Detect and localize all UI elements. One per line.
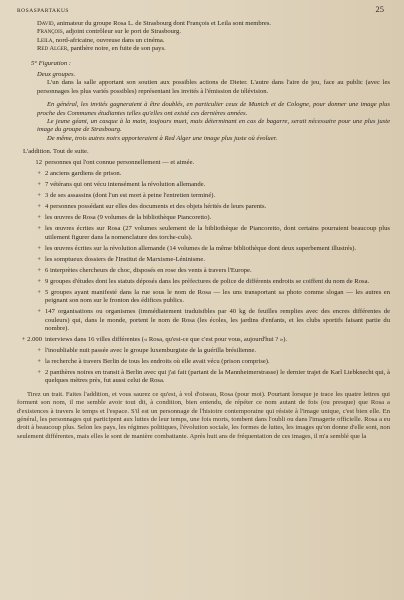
item-mark: + <box>37 225 41 233</box>
page-header <box>17 4 390 20</box>
figuration-title: 5° Figuration : <box>31 59 72 67</box>
running-head: ROSASPARTAKUS <box>17 8 69 14</box>
cast-desc: , adjoint contrôleur sur le port de Strasbourg. <box>62 28 181 36</box>
item-text: les œuvres écrites sur Rosa (27 volumes seulement de la bibliothèque de Piancoretto, dont certains pourraient beaucoup plus utilement figurer dans la nomenclature des torche-culs). <box>45 225 390 241</box>
item-text: 6 interprètes chercheurs de choc, disposés en rose des vents à travers l'Europe. <box>45 266 252 274</box>
list-item <box>17 278 390 286</box>
item-text: 3 de ses assassins (dont l'un est mort à peine l'entretien terminé). <box>45 192 216 200</box>
item-mark: + <box>37 203 41 211</box>
list-item <box>17 159 390 167</box>
list-item <box>17 170 390 178</box>
cast-entry <box>37 28 390 36</box>
list-item <box>17 347 390 355</box>
cast-entry <box>37 45 390 53</box>
figuration-paragraph: En général, les invités gagneraient à être doublés, en particulier ceux de Munich et de Cologne, pour donner une image plus proche des Communes étudiantes telles qu'elles ont existé ces dernières années. <box>37 101 390 117</box>
list-item <box>17 369 390 386</box>
item-text: 4 personnes possédant sur elles des documents et des objets hérités de leurs parents. <box>45 203 267 211</box>
item-mark: + <box>37 192 41 200</box>
item-mark: + <box>37 181 41 189</box>
item-mark: + <box>37 308 41 316</box>
item-mark: + <box>37 277 41 285</box>
list-item <box>17 336 390 344</box>
list-item <box>17 256 390 264</box>
item-text: 147 organisations ou organismes (immédiatement traduisibles par 40 kg de feuilles remplies avec des encres différentes de couleurs) qui, dans le monde, portent le nom de Rosa (les écoles, les jardins d'enfants, et les clubs sportifs faisant partie du nombre). <box>45 308 390 332</box>
list-item <box>17 245 390 253</box>
cast-entry <box>37 20 390 28</box>
item-mark: + <box>37 244 41 252</box>
item-mark: + <box>37 214 41 222</box>
cast-desc: , nord-africaine, ouvreuse dans un cinéma. <box>52 36 165 44</box>
cast-name: David <box>37 20 54 27</box>
closing-paragraph: Tirez un trait. Faites l'addition, et vous saurez ce qu'est, à vol d'oiseau, Rosa (pour moi). Pourtant lorsque je trace les quatre lettres qui forment son nom, il me semble avoir tout dit, à condition, bien entendu, de répéter ce nom autant de fois (ou presque) que Rosa a d'existences à travers le temps et l'espace. S'il est un personnage de l'histoire contemporaine qui résiste à l'image unique, c'est bien elle. En général, les personnages qui participent aux luttes de leur temps, une fois morts, tombent dans l'oubli ou dans l'imagerie officielle. Rosa a eu droit à beaucoup plus. Selon les pays, les régimes politiques, l'évolution sociale, les formes de luttes, les images qu'on donne d'elle sont, non seulement différentes, mais elles le sont de manière combattante. Après huit ans de fréquentation de ces images, il m'a semblé que la <box>17 390 390 440</box>
list-item <box>17 267 390 275</box>
item-text: 2 anciens gardiens de prison. <box>45 170 122 178</box>
addition-list <box>17 159 390 385</box>
item-mark: + <box>37 346 41 354</box>
figuration-subtitle: Deux groupes. <box>37 71 76 79</box>
item-text: personnes qui l'ont connue personnellement — et aimée. <box>45 159 195 167</box>
item-mark: 12 <box>35 159 42 167</box>
item-text: 9 groupes d'études dont les statuts déposés dans les préfectures de police de différents endroits se coiffent du nom de Rosa. <box>45 277 370 285</box>
item-mark: + <box>37 368 41 376</box>
cast-desc: , animateur du groupe Rosa L. de Strasbourg dont François et Leila sont membres. <box>53 20 272 27</box>
item-mark: + <box>37 255 41 263</box>
item-text: 7 vétérans qui ont vécu intensément la révolution allemande. <box>45 181 206 189</box>
page-number: 25 <box>375 4 384 14</box>
cast-name: François <box>37 28 63 36</box>
item-text: les œuvres de Rosa (9 volumes de la bibliothèque Piancoretto). <box>45 214 212 222</box>
list-item <box>17 192 390 200</box>
page-body <box>17 20 390 441</box>
item-mark: + <box>37 266 41 274</box>
figuration-paragraph: L'un dans la salle apportant son soutien aux possibles actions de Dieter. L'autre dans l'aire de jeu, face au public (avec les personnages les plus variés possibles) représentant les invités à l'émission de télévision. <box>37 79 390 95</box>
addition-intro: L'addition. Tout de suite. <box>23 148 89 156</box>
cast-name: Leila <box>37 36 53 44</box>
cast-name: Red Alger <box>37 45 68 53</box>
figuration-paragraph: De même, trois autres noirs apporteraient à Red Alger une image plus juste où évoluer. <box>47 134 278 142</box>
list-item <box>17 308 390 333</box>
item-text: 5 groupes ayant manifesté dans la rue sous le nom de Rosa — les uns transportant sa photo comme slogan — les autres en peignant son nom sur le fronton des édifices publics. <box>45 288 390 305</box>
item-mark: + 2.000 <box>21 335 42 343</box>
cast-desc: , panthère noire, en fuite de son pays. <box>67 45 166 53</box>
item-text: la recherche à travers Berlin de tous les endroits où elle avait vécu (prison comprise). <box>45 357 270 365</box>
item-mark: + <box>37 288 41 296</box>
item-text: 2 panthères noires en transit à Berlin avec qui j'ai fait (partant de la Mannheimerstrasse) le dernier trajet de Karl Liebknecht qui, à quelques mètres près, fut aussi celui de Rosa. <box>45 368 390 385</box>
cast-list <box>17 20 390 54</box>
list-item <box>17 358 390 366</box>
figuration-paragraph: Le jeune géant, un casque à la main, toujours muet, mais déterminant en cas de bagarre, serait nécessaire pour une plus juste image du groupe de Strasbourg. <box>37 118 390 134</box>
list-item <box>17 289 390 306</box>
list-item <box>17 203 390 211</box>
item-text: interviews dans 16 villes différentes (« Rosa, qu'est-ce que c'est pour vous, aujourd'hui ? »). <box>45 335 288 343</box>
item-text: l'inoubliable nuit passée avec le groupe luxemburgiste de la guérilla brésilienne. <box>45 346 257 354</box>
list-item <box>17 214 390 222</box>
item-text: les œuvres écrites sur la révolution allemande (14 volumes de la même bibliothèque dont deux superbement illustrés). <box>45 244 357 252</box>
item-mark: + <box>37 357 41 365</box>
cast-entry <box>37 37 390 45</box>
list-item <box>17 225 390 242</box>
list-item <box>17 181 390 189</box>
item-mark: + <box>37 170 41 178</box>
item-text: les somptueux dossiers de l'Institut de Marxisme-Léninisme. <box>45 255 205 263</box>
